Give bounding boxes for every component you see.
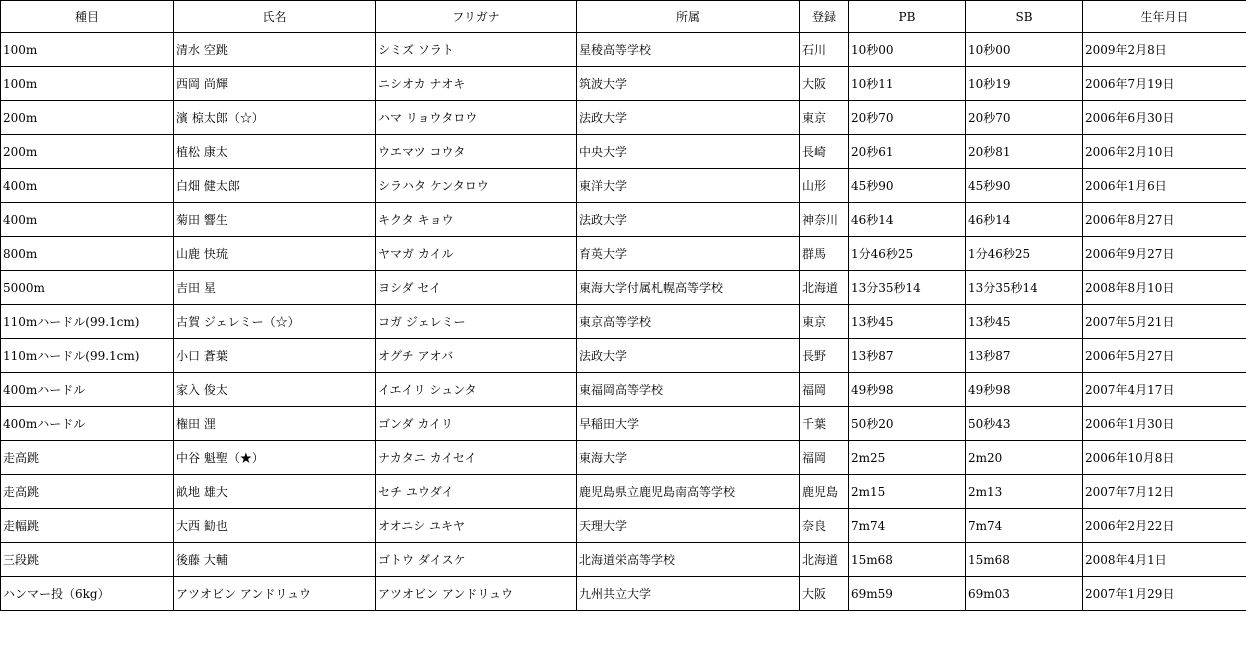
header-furigana: フリガナ <box>376 1 577 33</box>
pb-cell: 13分35秒14 <box>849 271 966 305</box>
event-cell: 400mハードル <box>1 373 174 407</box>
birthdate-cell: 2006年1月30日 <box>1083 407 1246 441</box>
sb-cell: 69m03 <box>966 577 1083 611</box>
sb-cell: 2m13 <box>966 475 1083 509</box>
event-cell: 5000m <box>1 271 174 305</box>
registration-cell: 東京 <box>800 101 849 135</box>
event-cell: 200m <box>1 101 174 135</box>
pb-cell: 49秒98 <box>849 373 966 407</box>
name-cell: 後藤 大輔 <box>174 543 376 577</box>
name-cell: 濱 椋太郎（☆） <box>174 101 376 135</box>
table-row <box>1 203 1246 237</box>
registration-cell: 群馬 <box>800 237 849 271</box>
affiliation-cell: 法政大学 <box>577 203 800 237</box>
birthdate-cell: 2006年7月19日 <box>1083 67 1246 101</box>
sb-cell: 2m20 <box>966 441 1083 475</box>
registration-cell: 北海道 <box>800 271 849 305</box>
pb-cell: 2m25 <box>849 441 966 475</box>
name-cell: 古賀 ジェレミー（☆） <box>174 305 376 339</box>
name-cell: 大西 勧也 <box>174 509 376 543</box>
name-cell: 家入 俊太 <box>174 373 376 407</box>
table-header-row <box>1 1 1246 33</box>
pb-cell: 2m15 <box>849 475 966 509</box>
event-cell: ハンマー投（6kg） <box>1 577 174 611</box>
pb-cell: 20秒70 <box>849 101 966 135</box>
name-cell: 吉田 星 <box>174 271 376 305</box>
affiliation-cell: 東海大学付属札幌高等学校 <box>577 271 800 305</box>
event-cell: 400mハードル <box>1 407 174 441</box>
header-affiliation: 所属 <box>577 1 800 33</box>
table-row <box>1 33 1246 67</box>
event-cell: 100m <box>1 67 174 101</box>
table-row <box>1 305 1246 339</box>
header-event: 種目 <box>1 1 174 33</box>
name-cell: 白畑 健太郎 <box>174 169 376 203</box>
sb-cell: 15m68 <box>966 543 1083 577</box>
table-row <box>1 509 1246 543</box>
pb-cell: 1分46秒25 <box>849 237 966 271</box>
registration-cell: 北海道 <box>800 543 849 577</box>
birthdate-cell: 2006年9月27日 <box>1083 237 1246 271</box>
sb-cell: 10秒00 <box>966 33 1083 67</box>
sb-cell: 10秒19 <box>966 67 1083 101</box>
furigana-cell: ハマ リョウタロウ <box>376 101 577 135</box>
furigana-cell: キクタ キョウ <box>376 203 577 237</box>
table-row <box>1 67 1246 101</box>
table-row <box>1 101 1246 135</box>
event-cell: 走高跳 <box>1 475 174 509</box>
header-name: 氏名 <box>174 1 376 33</box>
affiliation-cell: 東海大学 <box>577 441 800 475</box>
table-row <box>1 373 1246 407</box>
pb-cell: 10秒11 <box>849 67 966 101</box>
registration-cell: 奈良 <box>800 509 849 543</box>
table-row <box>1 237 1246 271</box>
sb-cell: 13秒87 <box>966 339 1083 373</box>
registration-cell: 山形 <box>800 169 849 203</box>
pb-cell: 50秒20 <box>849 407 966 441</box>
furigana-cell: ゴンダ カイリ <box>376 407 577 441</box>
furigana-cell: シミズ ソラト <box>376 33 577 67</box>
affiliation-cell: 東福岡高等学校 <box>577 373 800 407</box>
table-row <box>1 135 1246 169</box>
name-cell: 菊田 響生 <box>174 203 376 237</box>
registration-cell: 福岡 <box>800 373 849 407</box>
affiliation-cell: 北海道栄高等学校 <box>577 543 800 577</box>
sb-cell: 13分35秒14 <box>966 271 1083 305</box>
event-cell: 110mハードル(99.1cm) <box>1 305 174 339</box>
affiliation-cell: 早稲田大学 <box>577 407 800 441</box>
sb-cell: 20秒70 <box>966 101 1083 135</box>
birthdate-cell: 2006年6月30日 <box>1083 101 1246 135</box>
affiliation-cell: 鹿児島県立鹿児島南高等学校 <box>577 475 800 509</box>
furigana-cell: ニシオカ ナオキ <box>376 67 577 101</box>
table-row <box>1 475 1246 509</box>
birthdate-cell: 2006年8月27日 <box>1083 203 1246 237</box>
sb-cell: 46秒14 <box>966 203 1083 237</box>
name-cell: 小口 蒼葉 <box>174 339 376 373</box>
table-row <box>1 169 1246 203</box>
birthdate-cell: 2007年7月12日 <box>1083 475 1246 509</box>
furigana-cell: ヨシダ セイ <box>376 271 577 305</box>
furigana-cell: オオニシ ユキヤ <box>376 509 577 543</box>
affiliation-cell: 筑波大学 <box>577 67 800 101</box>
sb-cell: 49秒98 <box>966 373 1083 407</box>
sb-cell: 7m74 <box>966 509 1083 543</box>
table-body <box>1 33 1246 611</box>
furigana-cell: アツオビン アンドリュウ <box>376 577 577 611</box>
name-cell: 畝地 雄大 <box>174 475 376 509</box>
event-cell: 走幅跳 <box>1 509 174 543</box>
furigana-cell: ナカタニ カイセイ <box>376 441 577 475</box>
event-cell: 100m <box>1 33 174 67</box>
pb-cell: 7m74 <box>849 509 966 543</box>
furigana-cell: ウエマツ コウタ <box>376 135 577 169</box>
event-cell: 200m <box>1 135 174 169</box>
birthdate-cell: 2007年5月21日 <box>1083 305 1246 339</box>
affiliation-cell: 星稜高等学校 <box>577 33 800 67</box>
registration-cell: 千葉 <box>800 407 849 441</box>
name-cell: 権田 浬 <box>174 407 376 441</box>
sb-cell: 13秒45 <box>966 305 1083 339</box>
birthdate-cell: 2006年1月6日 <box>1083 169 1246 203</box>
affiliation-cell: 育英大学 <box>577 237 800 271</box>
table-row <box>1 577 1246 611</box>
registration-cell: 石川 <box>800 33 849 67</box>
affiliation-cell: 中央大学 <box>577 135 800 169</box>
sb-cell: 50秒43 <box>966 407 1083 441</box>
registration-cell: 福岡 <box>800 441 849 475</box>
affiliation-cell: 法政大学 <box>577 101 800 135</box>
registration-cell: 大阪 <box>800 577 849 611</box>
pb-cell: 13秒45 <box>849 305 966 339</box>
name-cell: アツオビン アンドリュウ <box>174 577 376 611</box>
event-cell: 800m <box>1 237 174 271</box>
pb-cell: 46秒14 <box>849 203 966 237</box>
registration-cell: 鹿児島 <box>800 475 849 509</box>
sb-cell: 45秒90 <box>966 169 1083 203</box>
registration-cell: 東京 <box>800 305 849 339</box>
table-row <box>1 271 1246 305</box>
pb-cell: 10秒00 <box>849 33 966 67</box>
name-cell: 清水 空跳 <box>174 33 376 67</box>
birthdate-cell: 2006年5月27日 <box>1083 339 1246 373</box>
name-cell: 西岡 尚輝 <box>174 67 376 101</box>
furigana-cell: ゴトウ ダイスケ <box>376 543 577 577</box>
pb-cell: 45秒90 <box>849 169 966 203</box>
birthdate-cell: 2007年1月29日 <box>1083 577 1246 611</box>
affiliation-cell: 九州共立大学 <box>577 577 800 611</box>
furigana-cell: セチ ユウダイ <box>376 475 577 509</box>
table-row <box>1 407 1246 441</box>
birthdate-cell: 2007年4月17日 <box>1083 373 1246 407</box>
pb-cell: 20秒61 <box>849 135 966 169</box>
registration-cell: 長野 <box>800 339 849 373</box>
name-cell: 中谷 魁聖（★） <box>174 441 376 475</box>
sb-cell: 1分46秒25 <box>966 237 1083 271</box>
pb-cell: 69m59 <box>849 577 966 611</box>
event-cell: 110mハードル(99.1cm) <box>1 339 174 373</box>
affiliation-cell: 天理大学 <box>577 509 800 543</box>
furigana-cell: シラハタ ケンタロウ <box>376 169 577 203</box>
furigana-cell: ヤマガ カイル <box>376 237 577 271</box>
affiliation-cell: 東洋大学 <box>577 169 800 203</box>
table-row <box>1 339 1246 373</box>
event-cell: 走高跳 <box>1 441 174 475</box>
birthdate-cell: 2006年2月10日 <box>1083 135 1246 169</box>
header-pb: PB <box>849 1 966 33</box>
birthdate-cell: 2008年4月1日 <box>1083 543 1246 577</box>
header-registration: 登録 <box>800 1 849 33</box>
birthdate-cell: 2009年2月8日 <box>1083 33 1246 67</box>
furigana-cell: コガ ジェレミー <box>376 305 577 339</box>
affiliation-cell: 東京高等学校 <box>577 305 800 339</box>
event-cell: 400m <box>1 169 174 203</box>
event-cell: 三段跳 <box>1 543 174 577</box>
event-cell: 400m <box>1 203 174 237</box>
pb-cell: 15m68 <box>849 543 966 577</box>
registration-cell: 長崎 <box>800 135 849 169</box>
pb-cell: 13秒87 <box>849 339 966 373</box>
sb-cell: 20秒81 <box>966 135 1083 169</box>
header-sb: SB <box>966 1 1083 33</box>
birthdate-cell: 2006年2月22日 <box>1083 509 1246 543</box>
name-cell: 山鹿 快琉 <box>174 237 376 271</box>
registration-cell: 大阪 <box>800 67 849 101</box>
header-birthdate: 生年月日 <box>1083 1 1246 33</box>
furigana-cell: オグチ アオバ <box>376 339 577 373</box>
table-row <box>1 441 1246 475</box>
registration-cell: 神奈川 <box>800 203 849 237</box>
furigana-cell: イエイリ シュンタ <box>376 373 577 407</box>
affiliation-cell: 法政大学 <box>577 339 800 373</box>
birthdate-cell: 2006年10月8日 <box>1083 441 1246 475</box>
birthdate-cell: 2008年8月10日 <box>1083 271 1246 305</box>
name-cell: 植松 康太 <box>174 135 376 169</box>
table-row <box>1 543 1246 577</box>
